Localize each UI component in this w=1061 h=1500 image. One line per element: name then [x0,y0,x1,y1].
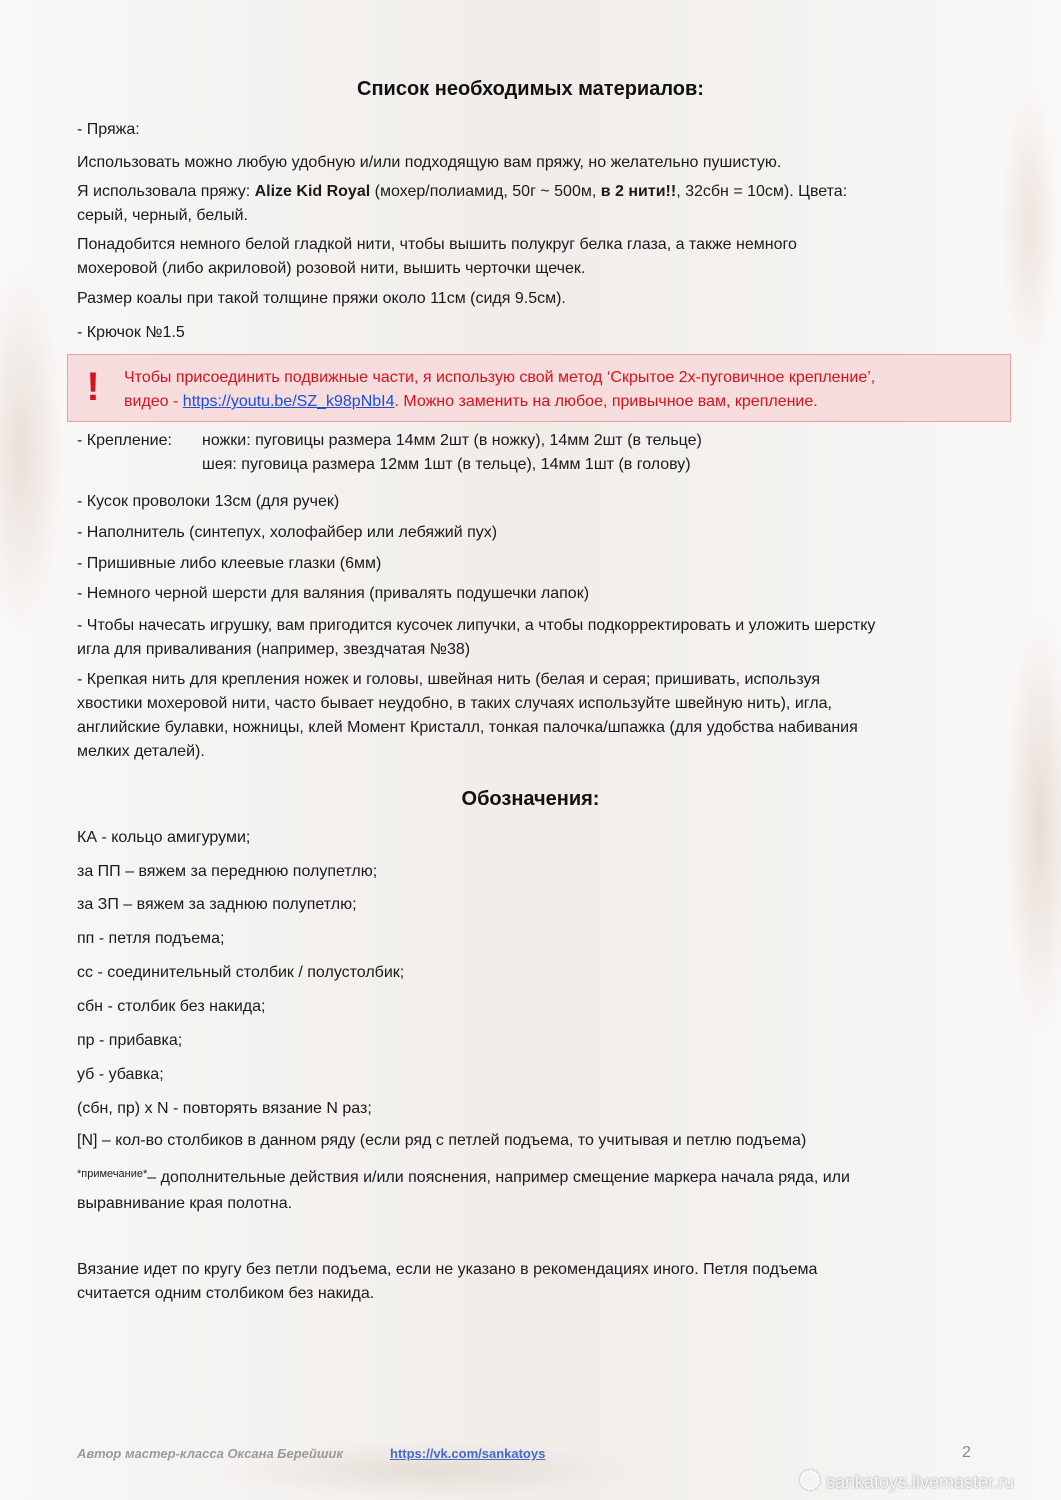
tools-line-4: мелких деталей). [77,743,205,760]
note-line-2 [124,390,994,414]
yarn-any-text: Использовать можно любую удобную и/или подходящую вам пряжу, но желательно пушистую. [77,154,782,171]
watermark-text: sankatoys.livemaster.ru [826,1472,1015,1492]
exclamation-icon: ! [86,365,100,409]
footer-vk-link[interactable]: https://vk.com/sankatoys [390,1446,546,1461]
page-number: 2 [962,1444,971,1461]
legend-item: сс - соединительный столбик / полустолбик; [77,964,405,981]
extra-thread-line-2: мохеровой (либо акриловой) розовой нити, вышить черточки щечек. [77,260,586,277]
yarn-label: - Пряжа: [77,121,140,138]
note-line-1: Чтобы присоединить подвижные части, я использую свой метод ‘Скрытое 2х-пуговичное крепление’, [124,369,876,386]
watermark [800,1470,1014,1493]
footer-author: Автор мастер-класса Оксана Берейшик [77,1446,343,1461]
tools-line-1: - Крепкая нить для крепления ножек и головы, швейная нить (белая и серая; пришивать, используя [77,671,821,688]
wire-text: - Кусок проволоки 13см (для ручек) [77,493,340,510]
remark-line-2: выравнивание края полотна. [77,1195,293,1212]
yarn-used-end: , 32сбн = 10см). Цвета: [676,183,848,200]
remark-label: *примечание* [77,1168,148,1180]
hook-text: - Крючок №1.5 [77,324,185,341]
legend-item: уб - убавка; [77,1066,164,1083]
legend-title: Обозначения: [461,788,600,810]
materials-title: Список необходимых материалов: [357,78,704,100]
note-text [124,366,994,414]
closing-line-1: Вязание идет по кругу без петли подъема, если не указано в рекомендациях иного. Петля подъема [77,1261,818,1278]
note-line-2-prefix: видео - [124,393,183,410]
remark-text: – дополнительные действия и/или пояснения, например смещение маркера начала ряда, или [147,1169,850,1186]
yarn-used-text [77,180,987,204]
legend-item: за ПП – вяжем за переднюю полупетлю; [77,863,378,880]
wool-text: - Немного черной шерсти для валяния (привалять подушечки лапок) [77,585,590,602]
legend-item: [N] – кол-во столбиков в данном ряду (если ряд с петлей подъема, то учитывая и петлю подъема) [77,1132,807,1149]
extra-thread-line-1: Понадобится немного белой гладкой нити, чтобы вышить полукруг белка глаза, а также немного [77,236,797,253]
eyes-text: - Пришивные либо клеевые глазки (6мм) [77,555,382,572]
attachment-note [67,354,1011,422]
fastening-legs: ножки: пуговицы размера 14мм 2шт (в ножку), 14мм 2шт (в тельце) [202,432,702,449]
legend-item: (сбн, пр) x N - повторять вязание N раз; [77,1100,372,1117]
size-text: Размер коалы при такой толщине пряжи около 11см (сидя 9.5см). [77,290,566,307]
fastening-neck: шея: пуговица размера 12мм 1шт (в тельце), 14мм 1шт (в голову) [202,456,691,473]
legend-item: КА - кольцо амигуруми; [77,829,251,846]
livemaster-logo-icon [800,1470,820,1490]
tools-line-2: хвостики мохеровой нити, часто бывает неудобно, в таких случаях используйте швейную нить), игла, [77,695,832,712]
legend-item: пп - петля подъема; [77,930,225,947]
velcro-line-2: игла для приваливания (например, звездчатая №38) [77,641,471,658]
velcro-line-1: - Чтобы начесать игрушку, вам пригодится кусочек липучки, а чтобы подкорректировать и уложить шерстку [77,617,876,634]
legend-item: сбн - столбик без накида; [77,998,266,1015]
yarn-threads: в 2 нити!! [600,183,677,200]
legend-item: за ЗП – вяжем за заднюю полупетлю; [77,896,357,913]
fastening-label: - Крепление: [77,432,172,449]
remark-line-1 [77,1166,987,1190]
filler-text: - Наполнитель (синтепух, холофайбер или лебяжий пух) [77,524,498,541]
yarn-used-prefix: Я использовала пряжу: [77,183,255,200]
note-line-2-suffix: . Можно заменить на любое, привычное вам, крепление. [394,393,818,410]
legend-item: пр - прибавка; [77,1032,183,1049]
tools-line-3: английские булавки, ножницы, клей Момент Кристалл, тонкая палочка/шпажка (для удобства набивания [77,719,858,736]
yarn-used-mid: (мохер/полиамид, 50г ~ 500м, [370,183,601,200]
closing-line-2: считается одним столбиком без накида. [77,1285,375,1302]
yarn-brand: Alize Kid Royal [254,183,371,200]
yarn-colors: серый, черный, белый. [77,207,248,224]
youtube-video-link[interactable]: https://youtu.be/SZ_k98pNbI4 [182,393,395,410]
